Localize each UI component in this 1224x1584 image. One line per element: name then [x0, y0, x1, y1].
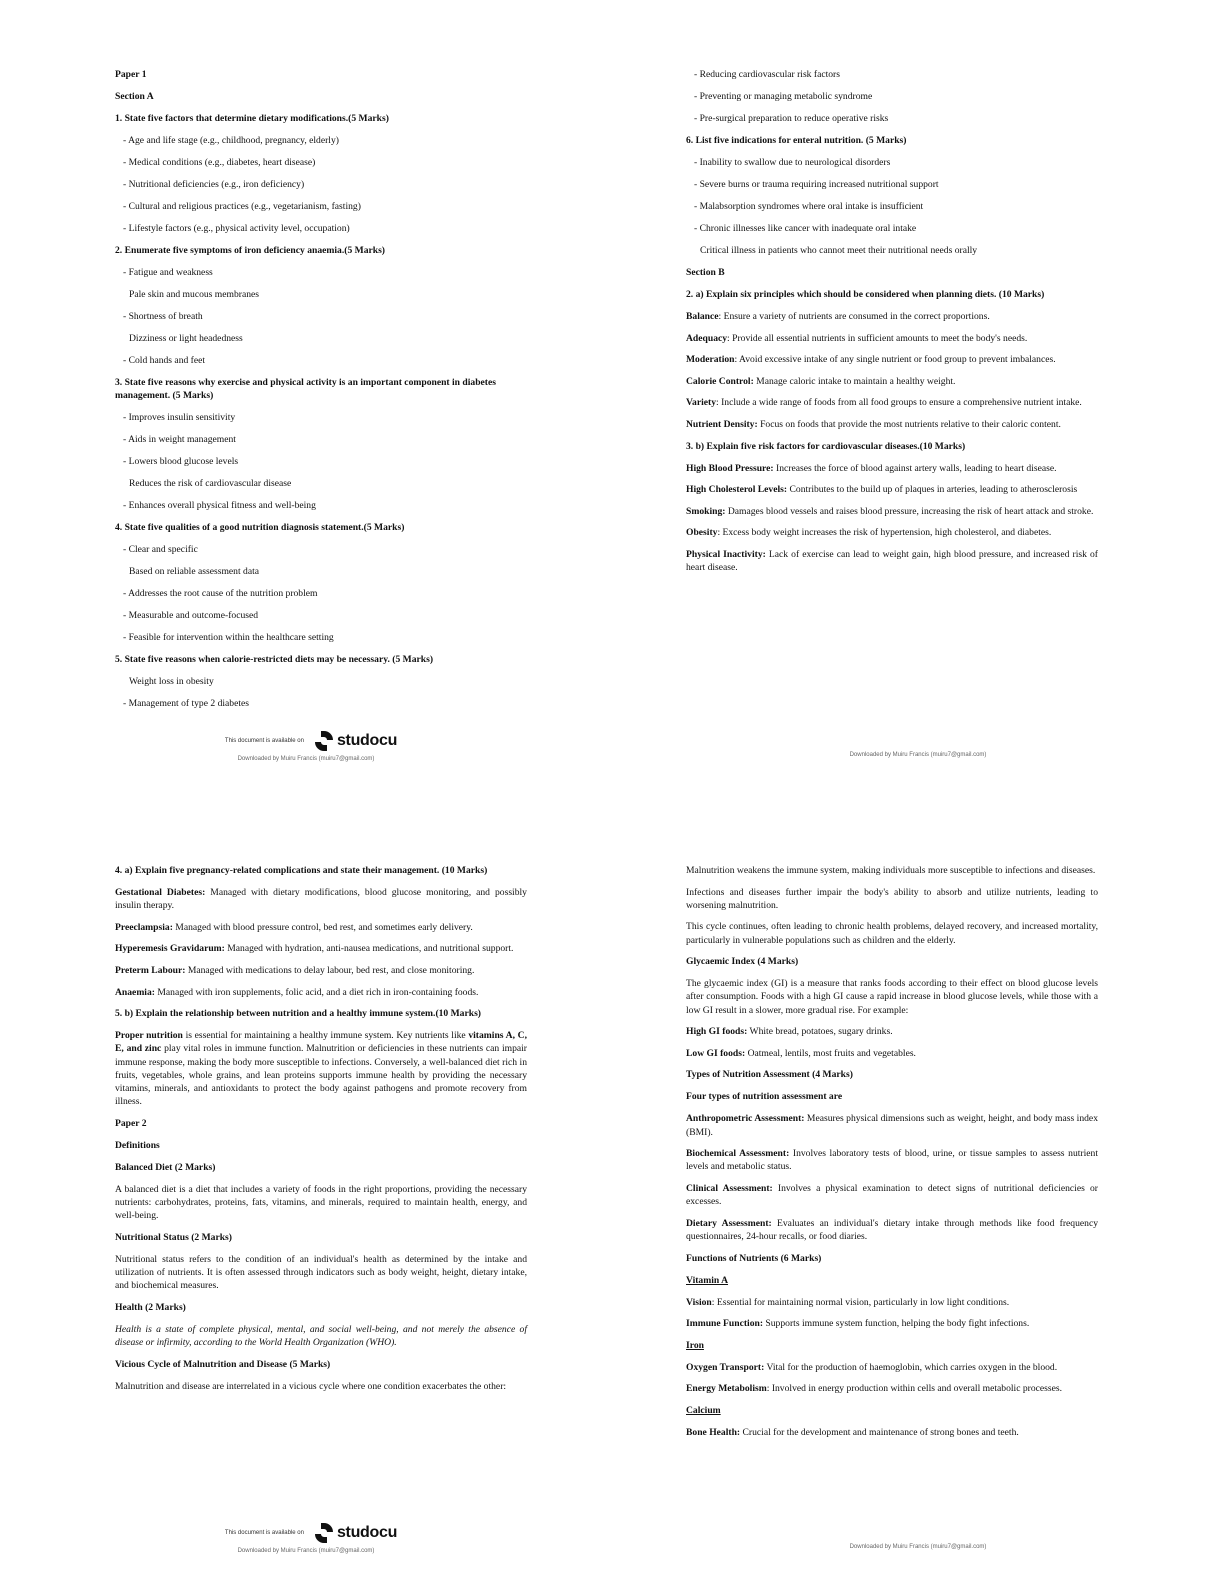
page-1-item: - Medical conditions (e.g., diabetes, heart disease) — [123, 157, 316, 168]
page-1-item: - Feasible for intervention within the healthcare setting — [123, 632, 334, 644]
diet-principle-text: : Include a wide range of foods from all food groups to ensure a comprehensive nutrient intake. — [716, 397, 1082, 409]
diet-principle-text: : Ensure a variety of nutrients are consumed in the correct proportions. — [718, 311, 990, 322]
cvd-risk-term: Smoking: — [686, 505, 726, 517]
diet-principle-text: Manage caloric intake to maintain a healthy weight. — [753, 375, 956, 387]
immune-text-1: is essential for maintaining a healthy immune system. Key nutrients like — [182, 1030, 469, 1042]
complication-term: Preeclampsia: — [115, 921, 173, 933]
immune-nutrients: vitamins A, C, E, and zinc — [115, 1030, 527, 1055]
cvd-risk-text: Contributes to the build up of plaques in arteries, leading to atherosclerosis — [787, 484, 1078, 496]
balanced-diet-heading: Balanced Diet (2 Marks) — [115, 1161, 216, 1173]
calcium-heading: Calcium — [686, 1404, 721, 1416]
complication-text: Managed with blood pressure control, bed rest, and sometimes early delivery. — [172, 921, 473, 933]
studocu-logo-icon — [314, 1522, 334, 1544]
page-2-content — [686, 68, 1098, 583]
health-heading: Health (2 Marks) — [115, 1301, 186, 1313]
page-1-content — [115, 68, 527, 719]
assessment-term: Dietary Assessment: — [686, 1217, 772, 1229]
page-1-item: Reduces the risk of cardiovascular disease — [129, 478, 292, 490]
page-2-heading: Section B — [686, 267, 725, 278]
page-1-item: - Aids in weight management — [123, 434, 236, 446]
page-2-item: - Severe burns or trauma requiring increased nutritional support — [694, 179, 939, 190]
high-gi-term: High GI foods: — [686, 1026, 748, 1038]
page-4-footer — [612, 1544, 1224, 1550]
assessment — [686, 1112, 1098, 1138]
high-gi-foods — [686, 1025, 1098, 1038]
vitamin-a-heading: Vitamin A — [686, 1274, 729, 1286]
available-on-text: This document is available on — [224, 1530, 304, 1536]
cvd-risk-text: Increases the force of blood against artery walls, leading to heart disease. — [773, 462, 1057, 474]
page-1-item: - Cultural and religious practices (e.g., vegetarianism, fasting) — [123, 201, 361, 212]
q5b-heading: 5. b) Explain the relationship between nutrition and a healthy immune system.(10 Marks) — [115, 1008, 482, 1020]
complication — [115, 886, 527, 912]
diet-principle — [686, 418, 1098, 431]
vision-item — [686, 1296, 1098, 1309]
page-2-item: - Reducing cardiovascular risk factors — [694, 69, 840, 80]
page-1-item: - Clear and specific — [123, 544, 198, 556]
page-2-item: - Preventing or managing metabolic syndrome — [694, 91, 873, 102]
diet-principle-text: : Provide all essential nutrients in sufficient amounts to meet the body's needs. — [727, 332, 1028, 344]
cycle-point-3: This cycle continues, often leading to chronic health problems, delayed recovery, and increased mortality, particularly in vulnerable populations such as children and the elderly. — [686, 921, 1098, 946]
gi-text: The glycaemic index (GI) is a measure that ranks foods according to their effect on blood glucose levels after consumption. Foods with a high GI cause a rapid increase in blood glucose levels, while those with a low GI result in a slower, more gradual rise. For example: — [686, 978, 1098, 1016]
cvd-risk-term: High Cholesterol Levels: — [686, 484, 788, 496]
diet-principle — [686, 332, 1098, 345]
complication-term: Preterm Labour: — [115, 964, 186, 976]
page-4 — [612, 792, 1224, 1584]
page-4-content — [686, 864, 1098, 1448]
cvd-risk — [686, 526, 1098, 539]
assessment-types-subheading: Four types of nutrition assessment are — [686, 1091, 843, 1103]
page-1-heading: 4. State five qualities of a good nutrition diagnosis statement.(5 Marks) — [115, 522, 405, 534]
low-gi-term: Low GI foods: — [686, 1047, 746, 1059]
page-1-heading: 5. State five reasons when calorie-restricted diets may be necessary. (5 Marks) — [115, 654, 434, 666]
page-1-item: - Nutritional deficiencies (e.g., iron deficiency) — [123, 179, 305, 190]
page-1-item: - Age and life stage (e.g., childhood, pregnancy, elderly) — [123, 135, 339, 146]
assessment-term: Clinical Assessment: — [686, 1182, 773, 1194]
complication-term: Gestational Diabetes: — [115, 887, 206, 898]
diet-principle-term: Calorie Control: — [686, 375, 754, 387]
low-gi-text: Oatmeal, lentils, most fruits and vegetables. — [745, 1047, 916, 1059]
complication — [115, 964, 527, 977]
assessment-text: Involves a physical examination to detect signs of nutritional deficiencies or excesses. — [686, 1182, 1098, 1208]
cvd-risk — [686, 505, 1098, 518]
complication-text: Managed with hydration, anti-nausea medications, and nutritional support. — [224, 943, 514, 955]
assessment-text: Measures physical dimensions such as weight, height, and body mass index (BMI). — [686, 1113, 1098, 1138]
cvd-risk-text: Damages blood vessels and raises blood pressure, increasing the risk of heart attack and stroke. — [725, 505, 1094, 517]
diet-principle-text: Focus on foods that provide the most nutrients relative to their caloric content. — [757, 418, 1061, 430]
cvd-risk-factors — [686, 462, 1098, 575]
definitions-heading: Definitions — [115, 1139, 160, 1151]
immune-function-text: Supports immune system function, helping the body fight infections. — [763, 1318, 1030, 1330]
vision-text: : Essential for maintaining normal vision, particularly in low light conditions. — [711, 1296, 1010, 1308]
q3b-heading: 3. b) Explain five risk factors for cardiovascular diseases.(10 Marks) — [686, 440, 966, 452]
diet-principle-term: Adequacy — [686, 332, 728, 344]
iron-heading: Iron — [686, 1339, 704, 1351]
page-2-heading: 6. List five indications for enteral nutrition. (5 Marks) — [686, 135, 907, 146]
studocu-logo-icon — [314, 730, 334, 752]
studocu-banner[interactable] — [10, 730, 612, 752]
energy-term: Energy Metabolism — [686, 1383, 767, 1395]
complication — [115, 921, 527, 934]
vicious-cycle-text: Malnutrition and disease are interrelated in a vicious cycle where one condition exacerbates the other: — [115, 1380, 507, 1392]
oxygen-item — [686, 1361, 1098, 1374]
vicious-cycle-heading: Vicious Cycle of Malnutrition and Disease (5 Marks) — [115, 1358, 331, 1370]
diet-principle-term: Moderation — [686, 354, 735, 366]
complication-text: Managed with dietary modifications, blood glucose monitoring, and possibly insulin therapy. — [115, 887, 527, 912]
diet-principle — [686, 310, 1098, 323]
page-1-item: Dizziness or light headedness — [129, 333, 243, 344]
page-2-item: - Chronic illnesses like cancer with inadequate oral intake — [694, 223, 917, 234]
nutritional-status-text: Nutritional status refers to the condition of an individual's health as determined by the intake and utilization of nutrients. It is often assessed through indicators such as body weight, height, dietary intake, and biochemical measures. — [115, 1253, 527, 1292]
page-1-item: - Shortness of breath — [123, 311, 203, 322]
cycle-point-2: Infections and diseases further impair the body's ability to absorb and utilize nutrients, leading to worsening malnutrition. — [686, 886, 1098, 911]
cvd-risk — [686, 548, 1098, 574]
studocu-logo[interactable] — [314, 730, 397, 752]
page-2-heading: 2. a) Explain six principles which should be considered when planning diets. (10 Marks) — [686, 289, 1045, 300]
page-1 — [0, 0, 612, 792]
assessment-types-heading: Types of Nutrition Assessment (4 Marks) — [686, 1069, 853, 1081]
complication — [115, 942, 527, 955]
page-2-item: - Malabsorption syndromes where oral intake is insufficient — [694, 201, 924, 212]
low-gi-foods — [686, 1047, 1098, 1060]
available-on-text: This document is available on — [224, 738, 304, 744]
assessment-term: Biochemical Assessment: — [686, 1148, 790, 1160]
page-3-content — [115, 864, 527, 1401]
page-1-item: Based on reliable assessment data — [129, 566, 260, 578]
page-1-item: Weight loss in obesity — [129, 676, 214, 688]
cvd-risk-term: High Blood Pressure: — [686, 462, 774, 474]
page-1-item: - Enhances overall physical fitness and well-being — [123, 500, 316, 512]
gi-heading: Glycaemic Index (4 Marks) — [686, 956, 799, 968]
page-1-item: - Management of type 2 diabetes — [123, 698, 250, 710]
bone-text: Crucial for the development and maintenance of strong bones and teeth. — [740, 1426, 1019, 1438]
page-2-lines — [686, 68, 1098, 301]
cvd-risk-text: : Excess body weight increases the risk of hypertension, high cholesterol, and diabetes. — [717, 527, 1052, 539]
page-1-heading: Section A — [115, 91, 154, 102]
energy-item — [686, 1382, 1098, 1395]
paper-2-heading: Paper 2 — [115, 1117, 147, 1129]
page-1-item: - Fatigue and weakness — [123, 267, 213, 278]
studocu-logo-text: studocu — [336, 732, 398, 749]
diet-principle-term: Balance — [686, 311, 719, 322]
complication-text: Managed with medications to delay labour, bed rest, and close monitoring. — [185, 964, 475, 976]
page-3-footer — [0, 1522, 612, 1554]
page-1-item: - Lowers blood glucose levels — [123, 456, 239, 468]
cvd-risk — [686, 462, 1098, 475]
diet-principle — [686, 396, 1098, 409]
page-1-heading: 2. Enumerate five symptoms of iron deficiency anaemia.(5 Marks) — [115, 245, 386, 256]
download-credit: Downloaded by Muiru Francis (muiru7@gmail.com) — [849, 752, 987, 758]
page-1-heading: 1. State five factors that determine dietary modifications.(5 Marks) — [115, 113, 389, 124]
page-2-item: - Pre-surgical preparation to reduce operative risks — [694, 113, 889, 124]
studocu-logo-text: studocu — [336, 1524, 398, 1541]
nutritional-status-heading: Nutritional Status (2 Marks) — [115, 1231, 232, 1243]
page-3 — [0, 792, 612, 1584]
functions-heading: Functions of Nutrients (6 Marks) — [686, 1252, 822, 1264]
q4a-heading: 4. a) Explain five pregnancy-related complications and state their management. (10 Marks) — [115, 865, 488, 876]
page-1-item: - Lifestyle factors (e.g., physical activity level, occupation) — [123, 223, 350, 234]
diet-principle — [686, 353, 1098, 366]
energy-text: : Involved in energy production within cells and overall metabolic processes. — [766, 1383, 1063, 1395]
vision-term: Vision — [686, 1296, 712, 1308]
assessment-term: Anthropometric Assessment: — [686, 1113, 805, 1125]
complication-term: Hyperemesis Gravidarum: — [115, 943, 225, 955]
page-1-item: - Addresses the root cause of the nutrition problem — [123, 588, 318, 600]
studocu-logo[interactable] — [314, 1522, 397, 1544]
diet-principle-term: Nutrient Density: — [686, 418, 758, 430]
complication — [115, 986, 527, 999]
diet-principle-term: Variety — [686, 397, 717, 409]
page-2 — [612, 0, 1224, 792]
studocu-banner[interactable] — [10, 1522, 612, 1544]
cvd-risk — [686, 483, 1098, 496]
download-credit: Downloaded by Muiru Francis (muiru7@gmail.com) — [237, 1548, 375, 1554]
download-credit: Downloaded by Muiru Francis (muiru7@gmail.com) — [237, 756, 375, 762]
page-1-item: - Measurable and outcome-focused — [123, 610, 259, 622]
page-2-item: Critical illness in patients who cannot meet their nutritional needs orally — [700, 245, 978, 256]
immune-text-2: play vital roles in immune function. Malnutrition or deficiencies in these nutrients can impair immune response, making the body more susceptible to infections. Conversely, a well-balanced diet rich in fruits, vegetables, whole grains, and lean proteins supports immune health by providing the necessary vitamins, minerals, and antioxidants to protect the body against pathogens and promote recovery from illness. — [115, 1043, 527, 1108]
diet-principle — [686, 375, 1098, 388]
assessment-text: Evaluates an individual's dietary intake through methods like food frequency questionnaires, 24-hour recalls, or food diaries. — [686, 1217, 1098, 1242]
download-credit: Downloaded by Muiru Francis (muiru7@gmail.com) — [849, 1544, 987, 1550]
assessment — [686, 1182, 1098, 1208]
immune-function-term: Immune Function: — [686, 1318, 764, 1330]
page-1-heading: 3. State five reasons why exercise and physical activity is an important component in diabetes management. (5 Marks) — [115, 377, 496, 402]
oxygen-term: Oxygen Transport: — [686, 1361, 765, 1373]
cvd-risk-term: Physical Inactivity: — [686, 548, 766, 560]
assessment — [686, 1217, 1098, 1243]
page-2-footer — [612, 752, 1224, 758]
diet-principle-text: : Avoid excessive intake of any single nutrient or food group to prevent imbalances. — [734, 354, 1056, 366]
diet-principles — [686, 310, 1098, 431]
page-1-heading: Paper 1 — [115, 69, 147, 80]
health-text: Health is a state of complete physical, mental, and social well-being, and not merely the absence of disease or infirmity, according to the World Health Organization (WHO). — [115, 1323, 527, 1348]
oxygen-text: Vital for the production of haemoglobin, which carries oxygen in the blood. — [764, 1361, 1058, 1373]
immune-paragraph — [115, 1029, 527, 1108]
cvd-risk-term: Obesity — [686, 527, 718, 539]
page-1-footer — [0, 730, 612, 762]
cvd-risk-text: Lack of exercise can lead to weight gain, high blood pressure, and increased risk of heart disease. — [686, 548, 1098, 574]
immune-function-item — [686, 1317, 1098, 1330]
bone-item — [686, 1426, 1098, 1439]
high-gi-text: White bread, potatoes, sugary drinks. — [747, 1026, 893, 1038]
balanced-diet-text: A balanced diet is a diet that includes a variety of foods in the right proportions, providing the necessary nutrients: carbohydrates, proteins, fats, vitamins, and minerals, required to maintain health, energy, and well-being. — [115, 1183, 527, 1222]
assessment-text: Involves laboratory tests of blood, urine, or tissue samples to assess nutrient levels and metabolic status. — [686, 1148, 1098, 1173]
page-1-item: Pale skin and mucous membranes — [129, 289, 260, 300]
page-1-item: - Cold hands and feet — [123, 355, 206, 366]
assessment — [686, 1147, 1098, 1173]
page-2-item: - Inability to swallow due to neurological disorders — [694, 157, 891, 168]
pregnancy-complications — [115, 886, 527, 999]
bone-term: Bone Health: — [686, 1426, 741, 1438]
assessment-list — [686, 1112, 1098, 1243]
page-1-item: - Improves insulin sensitivity — [123, 412, 236, 424]
complication-text: Managed with iron supplements, folic acid, and a diet rich in iron-containing foods. — [154, 986, 479, 998]
immune-term: Proper nutrition — [115, 1030, 183, 1042]
complication-term: Anaemia: — [115, 986, 155, 998]
cycle-point-1: Malnutrition weakens the immune system, making individuals more susceptible to infections and diseases. — [686, 865, 1096, 876]
